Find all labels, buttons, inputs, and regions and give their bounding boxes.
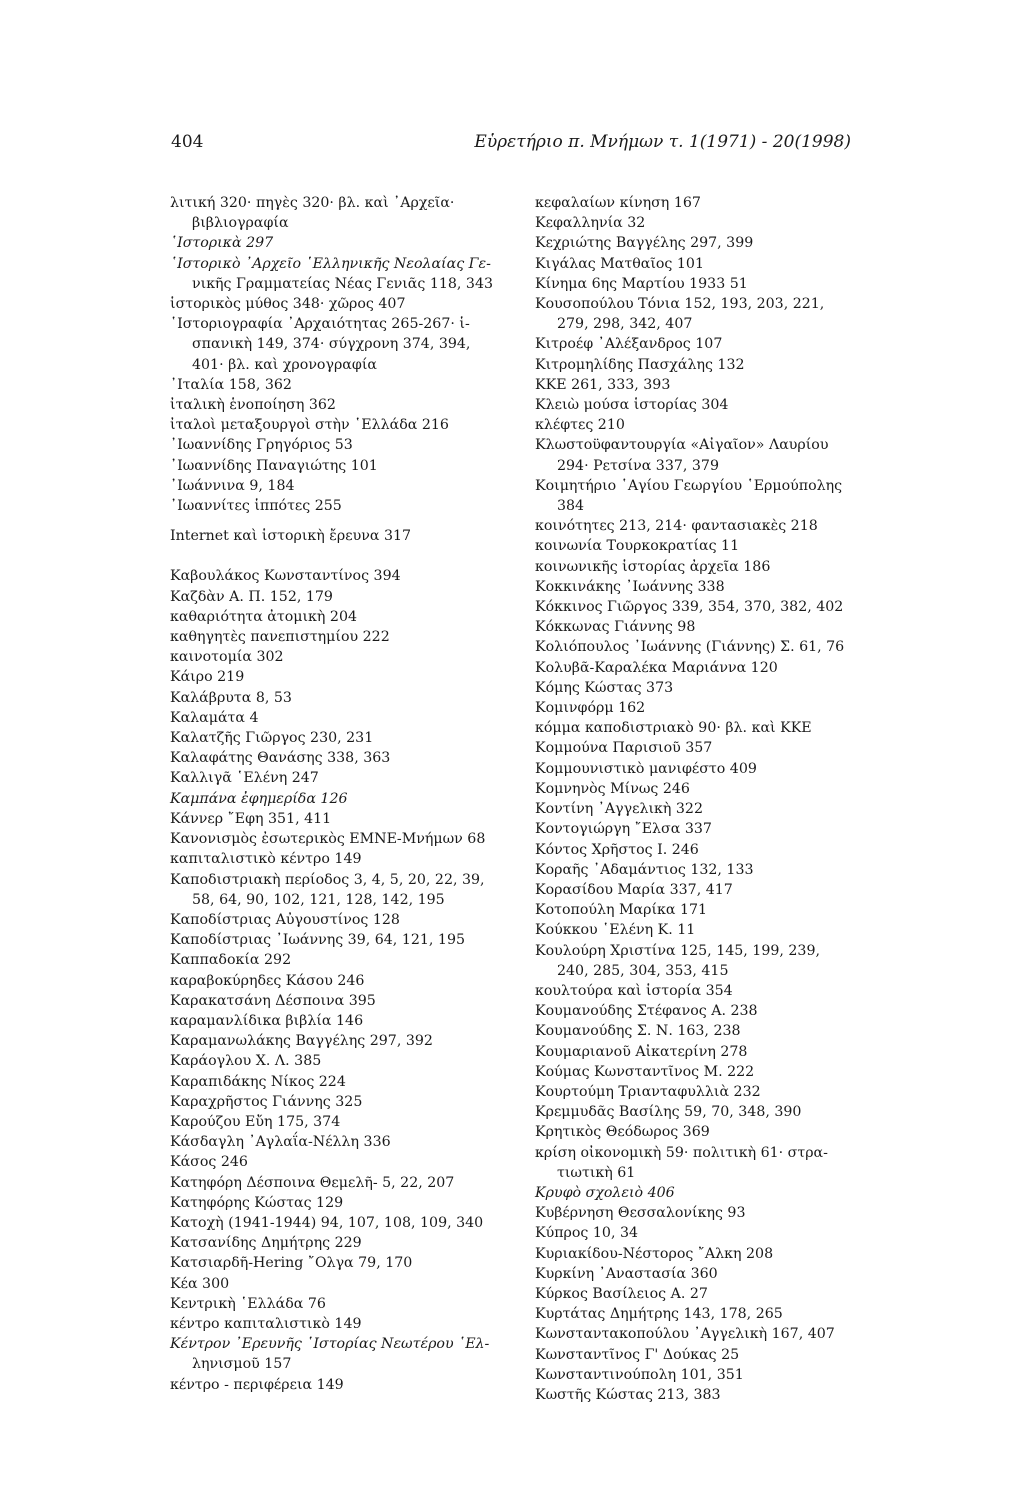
index-entry: Κλειὼ μούσα ἱστορίας 304 [535, 397, 729, 414]
index-entry: Κιγάλας Ματθαῖος 101 [535, 255, 704, 272]
index-entry: ᾿Ιωαννίτες ἱππότες 255 [170, 498, 342, 515]
index-entry-continuation: ληνισμοῦ 157 [192, 1356, 292, 1373]
index-entry: Καρούζου Εὔη 175, 374 [170, 1113, 341, 1130]
index-entry: Κυρκίνη ᾿Αναστασία 360 [535, 1265, 718, 1282]
index-entry: Κεντρικὴ ῾Ελλάδα 76 [170, 1295, 326, 1312]
index-entry: Κολιόπουλος ᾿Ιωάννης (Γιάννης) Σ. 61, 76 [535, 639, 845, 656]
index-entry: Κομνηνὸς Μίνως 246 [535, 780, 690, 797]
index-entry: κοινότητες 213, 214· φαντασιακὲς 218 [535, 518, 818, 535]
index-entry: Κανονισμὸς ἐσωτερικὸς ΕΜΝΕ-Μνήμων 68 [170, 831, 486, 848]
index-entry: Κιτροέφ ᾿Αλέξανδρος 107 [535, 336, 723, 353]
index-column-left [170, 193, 508, 1395]
index-entry: κέντρο - περιφέρεια 149 [170, 1376, 344, 1393]
index-entry: Κοντογιώργη ῎Ελσα 337 [535, 821, 712, 838]
index-entry: Κουμανούδης Σ. Ν. 163, 238 [535, 1023, 741, 1040]
index-entry: Κοκκινάκης ᾿Ιωάννης 338 [535, 578, 725, 595]
index-entry: Κάσος 246 [170, 1154, 248, 1171]
index-entry: Κυρτάτας Δημήτρης 143, 178, 265 [535, 1306, 783, 1323]
index-entry: ἰταλικὴ ἑνοποίηση 362 [170, 397, 336, 414]
index-entry: Κουμανούδης Στέφανος Α. 238 [535, 1003, 758, 1020]
index-entry-continuation: 401· βλ. καὶ χρονογραφία [192, 356, 377, 373]
index-column-right [535, 193, 855, 1405]
index-entry: κρίση οἰκονομικὴ 59· πολιτικὴ 61· στρα- [535, 1144, 828, 1161]
index-entry: καραμανλίδικα βιβλία 146 [170, 1012, 364, 1029]
index-entry: κοινωνία Τουρκοκρατίας 11 [535, 538, 740, 555]
index-entry-continuation: 279, 298, 342, 407 [557, 316, 693, 333]
index-entry-title: Καμπάνα ἐφημερίδα 126 [170, 790, 348, 807]
index-entry: Κοραῆς ᾿Αδαμάντιος 132, 133 [535, 861, 754, 878]
index-entry: Κωστῆς Κώστας 213, 383 [535, 1386, 721, 1403]
index-entry: Καζδὰν Α. Π. 152, 179 [170, 588, 333, 605]
index-entry: Κεχριώτης Βαγγέλης 297, 399 [535, 235, 754, 252]
index-entry: Καρακατσάνη Δέσποινα 395 [170, 992, 376, 1009]
index-entry: Κατσιαρδῆ-Hering ῎Ολγα 79, 170 [170, 1255, 413, 1272]
index-entry: Καλαμάτα 4 [170, 709, 259, 726]
index-entry [170, 254, 508, 274]
index-entry: Κάσδαγλη ᾿Αγλαΐα-Νέλλη 336 [170, 1134, 391, 1151]
index-entry: Καποδίστριας ᾿Ιωάννης 39, 64, 121, 195 [170, 932, 466, 949]
index-entry: Κυβέρνηση Θεσσαλονίκης 93 [535, 1205, 746, 1222]
index-entry: Κόκκωνας Γιάννης 98 [535, 619, 696, 636]
running-title: Εὑρετήριο π. Μνήμων τ. 1(1971) - 20(1998) [474, 132, 851, 152]
index-entry: Κατηφόρης Κώστας 129 [170, 1194, 344, 1211]
index-entry: Κατσανίδης Δημήτρης 229 [170, 1235, 362, 1252]
index-entry: Καράογλου Χ. Λ. 385 [170, 1053, 322, 1070]
index-entry: Κόμης Κώστας 373 [535, 679, 674, 696]
index-entry: Καραχρῆστος Γιάννης 325 [170, 1093, 363, 1110]
index-entry [170, 1334, 508, 1354]
index-entry: Κιτρομηλίδης Πασχάλης 132 [535, 356, 745, 373]
index-entry: Καλαφάτης Θανάσης 338, 363 [170, 750, 391, 767]
index-entry: Κύρκος Βασίλειος Α. 27 [535, 1285, 708, 1302]
index-entry: καραβοκύρηδες Κάσου 246 [170, 972, 365, 989]
index-entry: κόμμα καποδιστριακὸ 90· βλ. καὶ ΚΚΕ [535, 720, 812, 737]
index-entry: Κατοχὴ (1941-1944) 94, 107, 108, 109, 340 [170, 1214, 484, 1231]
index-entry: Καλάβρυτα 8, 53 [170, 689, 292, 706]
index-entry-title: Κρυφὸ σχολειὸ 406 [535, 1184, 675, 1201]
index-entry: Κουρτούμη Τριανταφυλλιὰ 232 [535, 1083, 761, 1100]
index-entry: κλέφτες 210 [535, 417, 625, 434]
index-entry: ᾿Ιωαννίδης Παναγιώτης 101 [170, 457, 378, 474]
index-entry: Κρεμμυδᾶς Βασίλης 59, 70, 348, 390 [535, 1104, 802, 1121]
index-entry: Κεφαλληνία 32 [535, 215, 646, 232]
index-entry: Κάιρο 219 [170, 669, 245, 686]
index-entry: Internet καὶ ἱστορικὴ ἔρευνα 317 [170, 528, 412, 545]
index-entry: Κίνημα 6ης Μαρτίου 1933 51 [535, 275, 748, 292]
index-entry: καθηγητὲς πανεπιστημίου 222 [170, 629, 390, 646]
index-entry: Κέα 300 [170, 1275, 230, 1292]
index-entry: Καλλιγᾶ ῾Ελένη 247 [170, 770, 319, 787]
index-entry: ἱστορικὸς μύθος 348· χῶρος 407 [170, 296, 406, 313]
index-entry [170, 789, 508, 809]
index-entry: Κοτοπούλη Μαρίκα 171 [535, 902, 708, 919]
index-entry-continuation: 240, 285, 304, 353, 415 [557, 962, 729, 979]
index-entry-continuation: βιβλιογραφία [192, 215, 289, 232]
letter-gap [170, 516, 508, 526]
index-entry: Κοιμητήριο ῾Αγίου Γεωργίου ῾Ερμούπολης [535, 477, 843, 494]
index-entry: Κυριακίδου-Νέστορος ῎Αλκη 208 [535, 1245, 774, 1262]
index-entry: Κομμουνιστικὸ μανιφέστο 409 [535, 760, 757, 777]
index-entry-title: ῾Ιστορικὸ ᾿Αρχεῖο ῾Ελληνικῆς Νεολαίας Γε- [170, 255, 491, 272]
index-entry: ᾿Ιωάννινα 9, 184 [170, 477, 295, 494]
index-entry-title: ῾Ιστορικὰ 297 [170, 235, 274, 252]
index-entry: κεφαλαίων κίνηση 167 [535, 195, 701, 211]
index-entry: Κουμαριανοῦ Αἰκατερίνη 278 [535, 1043, 748, 1060]
index-entry: Καποδίστριας Αὐγουστίνος 128 [170, 911, 400, 928]
index-entry-title: Κέντρον ᾿Ερευνῆς ῾Ιστορίας Νεωτέρου ῾Ελ- [170, 1336, 490, 1353]
letter-gap [170, 546, 508, 566]
index-entry: Καραμανωλάκης Βαγγέλης 297, 392 [170, 1033, 433, 1050]
index-entry: ἰταλοὶ μεταξουργοὶ στὴν ῾Ελλάδα 216 [170, 417, 449, 434]
index-entry: Κόντος Χρῆστος Ι. 246 [535, 841, 699, 858]
index-entry-continuation: νικῆς Γραμματείας Νέας Γενιᾶς 118, 343 [192, 275, 493, 292]
index-entry: ΚΚΕ 261, 333, 393 [535, 376, 671, 393]
index-entry: Κομινφόρμ 162 [535, 700, 646, 717]
index-entry: Καποδιστριακὴ περίοδος 3, 4, 5, 20, 22, 39, [170, 871, 485, 888]
index-entry: Καππαδοκία 292 [170, 952, 292, 969]
index-entry: Κομμούνα Παρισιοῦ 357 [535, 740, 713, 757]
index-entry-continuation: σπανικὴ 149, 374· σύγχρονη 374, 394, [192, 336, 471, 353]
index-entry-continuation: τιωτικὴ 61 [557, 1164, 636, 1181]
index-entry: κέντρο καπιταλιστικὸ 149 [170, 1315, 362, 1332]
index-entry: Καβουλάκος Κωνσταντίνος 394 [170, 568, 401, 585]
index-entry: Κούμας Κωνσταντῖνος Μ. 222 [535, 1063, 755, 1080]
index-entry: κοινωνικῆς ἱστορίας ἀρχεῖα 186 [535, 558, 771, 575]
index-entry-continuation: 294· Ρετσίνα 337, 379 [557, 457, 719, 474]
index-entry: Κατηφόρη Δέσποινα Θεμελῆ- 5, 22, 207 [170, 1174, 455, 1191]
index-entry: Κωνσταντακοπούλου ᾿Αγγελικὴ 167, 407 [535, 1326, 835, 1343]
index-entry: Κωνσταντῖνος Γ' Δούκας 25 [535, 1346, 740, 1363]
index-entry: Κοντίνη ᾿Αγγελικὴ 322 [535, 801, 703, 818]
index-entry: Καραπιδάκης Νίκος 224 [170, 1073, 346, 1090]
index-entry: ῾Ιστοριογραφία ᾿Αρχαιότητας 265-267· ἱ- [170, 316, 470, 333]
index-entry: Κούκκου ῾Ελένη Κ. 11 [535, 922, 696, 939]
index-entry: Κλωστοϋφαντουργία «Αἰγαῖον» Λαυρίου [535, 437, 829, 454]
index-entry: Κάννερ ῎Εφη 351, 411 [170, 810, 332, 827]
page-number: 404 [171, 132, 204, 152]
index-entry: Κρητικὸς Θεόδωρος 369 [535, 1124, 710, 1141]
index-entry: Κορασίδου Μαρία 337, 417 [535, 881, 733, 898]
index-entry: Καλατζῆς Γιῶργος 230, 231 [170, 730, 374, 747]
index-entry: κουλτούρα καὶ ἱστορία 354 [535, 982, 733, 999]
index-entry: Κουσοπούλου Τόνια 152, 193, 203, 221, [535, 296, 825, 313]
index-entry: ᾿Ιωαννίδης Γρηγόριος 53 [170, 437, 353, 454]
index-entry: ᾿Ιταλία 158, 362 [170, 376, 292, 393]
index-entry: Κολυβᾶ-Καραλέκα Μαριάννα 120 [535, 659, 778, 676]
index-entry-continuation: 384 [557, 498, 585, 515]
index-entry [170, 233, 508, 253]
index-entry: Κωνσταντινούπολη 101, 351 [535, 1366, 744, 1383]
index-entry: Κύπρος 10, 34 [535, 1225, 639, 1242]
index-entry-continuation: 58, 64, 90, 102, 121, 128, 142, 195 [192, 891, 445, 908]
index-entry: καπιταλιστικὸ κέντρο 149 [170, 851, 362, 868]
index-entry: λιτική 320· πηγὲς 320· βλ. καὶ ᾿Αρχεῖα· [170, 195, 455, 211]
index-entry: Κόκκινος Γιῶργος 339, 354, 370, 382, 402 [535, 599, 844, 616]
index-entry: Κουλούρη Χριστίνα 125, 145, 199, 239, [535, 942, 820, 959]
index-entry: καινοτομία 302 [170, 649, 284, 666]
index-entry [535, 1183, 855, 1203]
index-entry: καθαριότητα ἀτομικὴ 204 [170, 608, 358, 625]
page-header [171, 132, 851, 154]
